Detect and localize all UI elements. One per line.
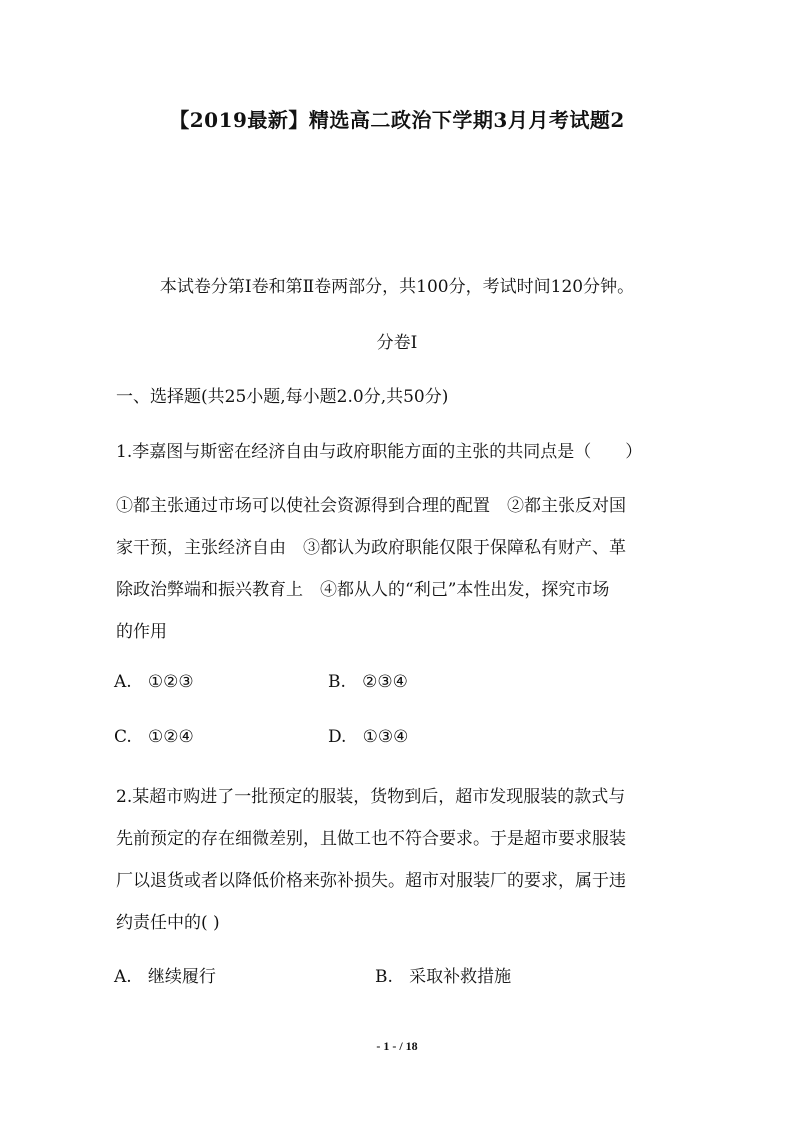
question-statement-line: 的作用	[116, 622, 167, 642]
question-statement-line: 家干预，主张经济自由 ③都认为政府职能仅限于保障私有财产、革	[116, 538, 626, 558]
option-text: ①②④	[148, 727, 194, 747]
option-label: C.	[114, 727, 132, 747]
question-statement-line: 除政治弊端和振兴教育上 ④都从人的“利己”本性出发，探究市场	[116, 580, 610, 600]
section-heading: 一、选择题(共25小题,每小题2.0分,共50分)	[116, 387, 449, 407]
question-stem-line: 2.某超市购进了一批预定的服装，货物到后，超市发现服装的款式与	[116, 787, 626, 807]
option-text: ①③④	[362, 727, 409, 747]
exam-intro: 本试卷分第Ⅰ卷和第Ⅱ卷两部分，共100分，考试时间120分钟。	[159, 277, 635, 297]
option-c	[114, 727, 194, 747]
option-d	[328, 727, 408, 747]
option-a	[114, 962, 216, 987]
question-statement-line: ①都主张通过市场可以使社会资源得到合理的配置 ②都主张反对国	[116, 496, 626, 516]
option-text: ②③④	[362, 672, 408, 692]
option-text: 采取补救措施	[409, 967, 512, 987]
part-heading: 分卷I	[376, 333, 418, 353]
option-label: B.	[328, 672, 346, 692]
option-label: A.	[114, 672, 132, 692]
option-label: D.	[328, 727, 347, 747]
option-text: 继续履行	[147, 967, 216, 987]
option-b	[328, 672, 408, 692]
option-a	[114, 672, 194, 692]
option-b	[375, 962, 511, 987]
question-stem-line: 先前预定的存在细微差别，且做工也不符合要求。于是超市要求服装	[116, 829, 626, 849]
question-stem-line: 1.李嘉图与斯密在经济自由与政府职能方面的主张的共同点是（ ）	[116, 442, 643, 462]
option-label: B.	[375, 967, 393, 987]
question-stem-line: 厂以退货或者以降低价格来弥补损失。超市对服装厂的要求，属于违	[116, 871, 626, 891]
option-text: ①②③	[147, 672, 194, 692]
page-number: - 1 - / 18	[376, 1039, 418, 1053]
document-title: 【2019最新】精选高二政治下学期3月月考试题2	[169, 108, 625, 132]
option-label: A.	[114, 967, 132, 987]
question-stem-line: 约责任中的( )	[116, 913, 220, 933]
